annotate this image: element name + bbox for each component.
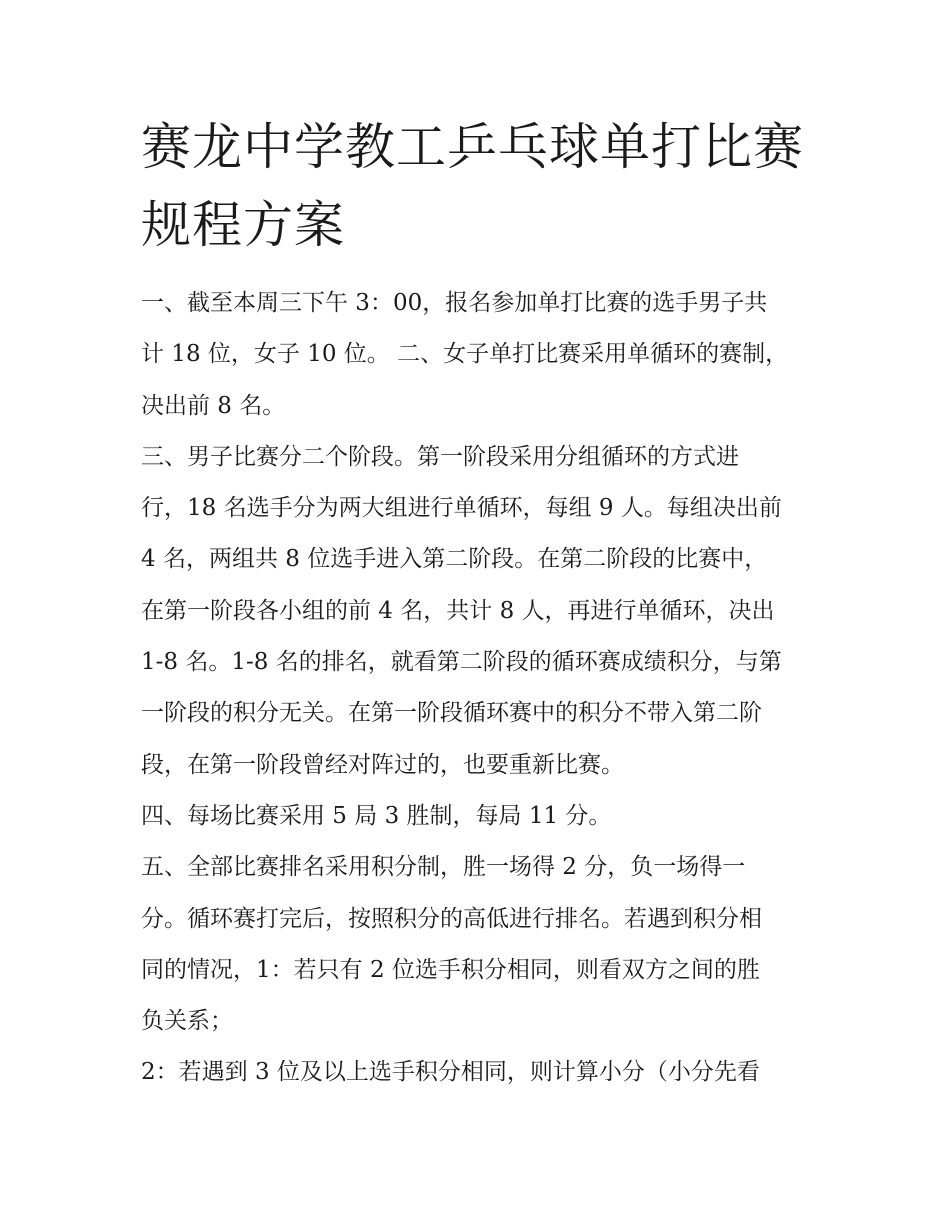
text-line: 五、全部比赛排名采用积分制，胜一场得 2 分，负一场得一 (141, 854, 746, 881)
text-line: 4 名，两组共 8 位选手进入第二阶段。在第二阶段的比赛中， (141, 546, 768, 573)
paragraph-scoring (141, 842, 821, 1047)
paragraph-registration (141, 278, 821, 432)
document-page (141, 108, 821, 1099)
text-line: 段，在第一阶段曾经对阵过的，也要重新比赛。 (141, 751, 624, 778)
text-line: 四、每场比赛采用 5 局 3 胜制，每局 11 分。 (141, 802, 612, 829)
paragraph-tiebreak (141, 1047, 821, 1098)
text-line: 一、截至本周三下午 3：00，报名参加单打比赛的选手男子共 (141, 290, 768, 316)
title-line: 赛龙中学教工乒乓球单打比赛 (141, 118, 804, 176)
title-line: 规程方案 (141, 196, 345, 254)
text-line: 1-8 名。1-8 名的排名，就看第二阶段的循环赛成绩积分，与第 (141, 649, 782, 676)
text-line: 行，18 名选手分为两大组进行单循环，每组 9 人。每组决出前 (141, 495, 782, 522)
paragraph-men-stages (141, 432, 821, 791)
text-line: 决出前 8 名。 (141, 392, 286, 419)
text-line: 分。循环赛打完后，按照积分的高低进行排名。若遇到积分相 (141, 905, 762, 932)
paragraph-match-format (141, 791, 821, 842)
text-line: 同的情况，1：若只有 2 位选手积分相同，则看双方之间的胜 (141, 956, 760, 983)
text-line: 在第一阶段各小组的前 4 名，共计 8 人，再进行单循环，决出 (141, 597, 775, 624)
text-line: 计 18 位，女子 10 位。 二、女子单打比赛采用单循环的赛制， (141, 341, 789, 368)
text-line: 2：若遇到 3 位及以上选手积分相同，则计算小分（小分先看 (141, 1059, 760, 1086)
text-line: 一阶段的积分无关。在第一阶段循环赛中的积分不带入第二阶 (141, 700, 762, 727)
text-line: 负关系； (141, 1008, 233, 1035)
document-title (141, 108, 821, 264)
text-line: 三、男子比赛分二个阶段。第一阶段采用分组循环的方式进 (141, 443, 739, 470)
